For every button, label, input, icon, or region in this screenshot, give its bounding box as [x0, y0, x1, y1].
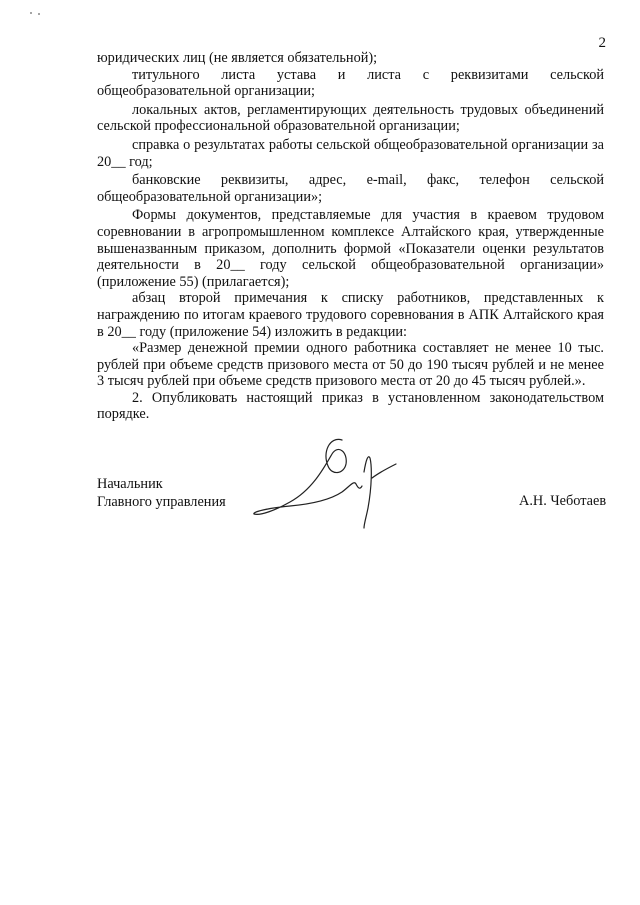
scan-speck [38, 13, 40, 15]
signatory-title [97, 475, 226, 511]
paragraph-note-amendment: абзац второй примечания к списку работников, представленных к награждению по итогам краевого трудового соревнования в АПК Алтайского края в 20__ году (приложение 54) изложить в редакции: [97, 290, 604, 340]
scan-speck [30, 12, 32, 14]
paragraph-charter-title: титульного листа устава и листа с реквизитами сельской общеобразовательной организации; [97, 66, 604, 100]
signatory-title-line2: Главного управления [97, 494, 226, 510]
paragraph-local-acts: локальных актов, регламентирующих деятельность трудовых объединений сельской профессиональной образовательной организации; [97, 101, 604, 135]
paragraph-document-forms: Формы документов, представляемые для участия в краевом трудовом соревновании в агропромышленном комплексе Алтайского края, утвержденные вышеназванным приказом, дополнить формой «Показатели оценки результатов деятельности в 20__ году сельской общеобразовательной организации» (приложение 55) (прилагается); [97, 207, 604, 290]
handwritten-signature [250, 430, 410, 530]
paragraph-prize-amount: «Размер денежной премии одного работника составляет не менее 10 тыс. рублей при объеме средств призового места от 50 до 190 тысяч рублей и не менее 3 тысяч рублей при объеме средств призового места от 20 до 45 тысяч рублей.». [97, 340, 604, 390]
signatory-title-line1: Начальник [97, 476, 163, 492]
paragraph-legal-entities: юридических лиц (не является обязательной); [97, 50, 378, 66]
paragraph-bank-details: банковские реквизиты, адрес, e-mail, факс, телефон сельской общеобразовательной организации»; [97, 172, 604, 205]
document-body [97, 50, 604, 423]
paragraph-publication: 2. Опубликовать настоящий приказ в установленном законодательством порядке. [97, 389, 604, 423]
page-number: 2 [598, 35, 606, 51]
signatory-name: А.Н. Чеботаев [519, 493, 607, 509]
paragraph-work-report: справка о результатах работы сельской общеобразовательной организации за 20__ год; [97, 136, 604, 170]
